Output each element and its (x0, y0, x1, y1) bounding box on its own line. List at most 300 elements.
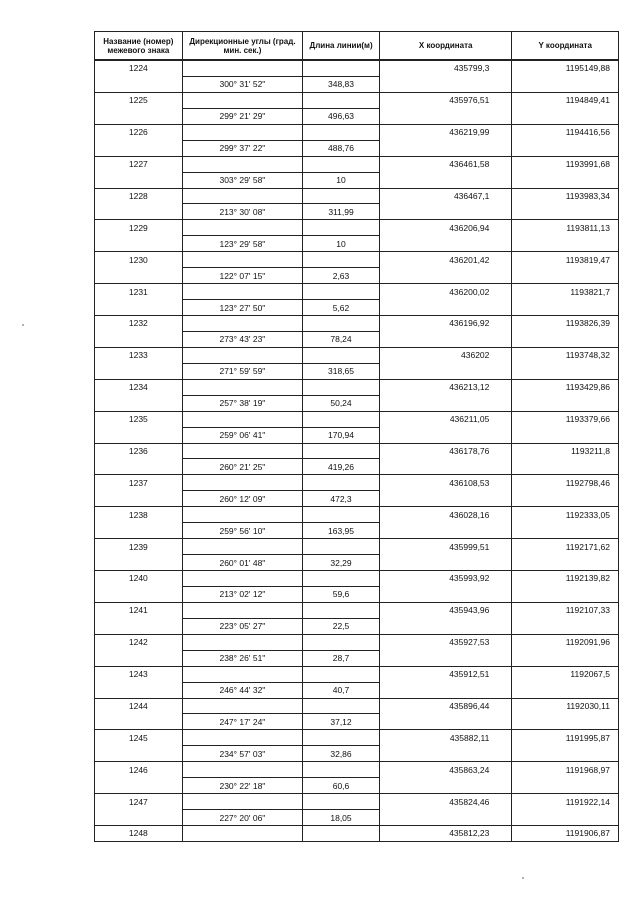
x-coordinate: 436108,53 (380, 475, 513, 490)
y-coordinate: 1194416,56 (565, 127, 610, 138)
x-coordinate: 436219,99 (380, 125, 513, 140)
x-coordinate: 435863,24 (380, 762, 513, 777)
empty-cell (512, 586, 618, 602)
empty-cell (512, 235, 618, 251)
empty-cell (183, 220, 304, 235)
empty-cell (95, 108, 183, 124)
empty-cell (183, 730, 304, 745)
line-row (95, 299, 618, 315)
empty-cell (303, 316, 380, 331)
y-coordinate: 1193991,68 (565, 159, 610, 170)
empty-cell (95, 809, 183, 825)
coordinates-table (94, 31, 619, 842)
direction-angle: 300° 31' 52" (183, 76, 304, 92)
point-name: 1248 (95, 826, 183, 841)
empty-cell (380, 108, 513, 124)
empty-cell (512, 490, 618, 506)
x-coordinate: 436461,58 (380, 157, 513, 172)
empty-cell (303, 571, 380, 586)
empty-cell (95, 427, 183, 443)
empty-cell (303, 220, 380, 235)
line-length: 32,86 (303, 745, 380, 761)
empty-cell (183, 571, 304, 586)
y-coordinate: 1193983,34 (565, 190, 610, 201)
y-coordinate: 1191968,97 (565, 764, 610, 775)
line-row (95, 203, 618, 219)
point-name: 1230 (95, 252, 183, 267)
y-coordinate: 1193379,66 (565, 414, 610, 425)
empty-cell (183, 316, 304, 331)
empty-cell (183, 157, 304, 172)
direction-angle: 260° 21' 25" (183, 458, 304, 474)
point-name: 1245 (95, 730, 183, 745)
empty-cell (380, 299, 513, 315)
y-coordinate: 1193826,39 (565, 318, 610, 329)
direction-angle: 247° 17' 24" (183, 713, 304, 729)
empty-cell (183, 61, 304, 76)
empty-cell (303, 348, 380, 363)
empty-cell (303, 252, 380, 267)
point-name: 1241 (95, 603, 183, 618)
y-coordinate: 1193211,8 (571, 445, 610, 456)
empty-cell (95, 713, 183, 729)
empty-cell (183, 762, 304, 777)
line-length: 163,95 (303, 522, 380, 538)
point-name: 1238 (95, 507, 183, 522)
empty-cell (95, 76, 183, 92)
empty-cell (512, 363, 618, 379)
line-row (95, 427, 618, 443)
empty-cell (303, 826, 380, 841)
y-coordinate: 1191906,87 (565, 828, 610, 839)
empty-cell (380, 395, 513, 411)
point-row (95, 538, 618, 554)
empty-cell (380, 777, 513, 793)
line-row (95, 108, 618, 124)
line-row (95, 267, 618, 283)
table-header (94, 31, 619, 60)
line-row (95, 713, 618, 729)
line-row (95, 76, 618, 92)
empty-cell (512, 618, 618, 634)
empty-cell (95, 172, 183, 188)
x-coordinate: 435976,51 (380, 93, 513, 108)
empty-cell (512, 108, 618, 124)
x-coordinate: 436467,1 (380, 189, 513, 204)
line-length: 419,26 (303, 458, 380, 474)
empty-cell (303, 794, 380, 809)
empty-cell (303, 539, 380, 554)
empty-cell (380, 172, 513, 188)
line-row (95, 777, 618, 793)
point-row (95, 124, 618, 140)
line-length: 10 (303, 172, 380, 188)
empty-cell (512, 745, 618, 761)
point-name: 1233 (95, 348, 183, 363)
point-row (95, 666, 618, 682)
line-row (95, 522, 618, 538)
point-row (95, 761, 618, 777)
header-length: Длина линии(м) (303, 32, 380, 59)
y-coordinate: 1191995,87 (565, 732, 610, 743)
y-coordinate: 1193429,86 (565, 382, 610, 393)
empty-cell (303, 157, 380, 172)
x-coordinate: 436196,92 (380, 316, 513, 331)
point-row (95, 506, 618, 522)
empty-cell (183, 475, 304, 490)
empty-cell (380, 235, 513, 251)
empty-cell (380, 331, 513, 347)
y-coordinate: 1192067,5 (570, 669, 610, 680)
empty-cell (303, 189, 380, 204)
empty-cell (183, 412, 304, 427)
empty-cell (95, 777, 183, 793)
empty-cell (512, 458, 618, 474)
empty-cell (183, 284, 304, 299)
empty-cell (512, 713, 618, 729)
direction-angle: 123° 29' 58" (183, 235, 304, 251)
x-coordinate: 435927,53 (380, 635, 513, 650)
point-name: 1227 (95, 157, 183, 172)
direction-angle: 259° 06' 41" (183, 427, 304, 443)
point-name: 1246 (95, 762, 183, 777)
empty-cell (95, 586, 183, 602)
point-row (95, 251, 618, 267)
empty-cell (512, 203, 618, 219)
direction-angle: 230° 22' 18" (183, 777, 304, 793)
empty-cell (512, 76, 618, 92)
empty-cell (512, 682, 618, 698)
line-length: 18,05 (303, 809, 380, 825)
direction-angle: 223° 05' 27" (183, 618, 304, 634)
line-length: 5,62 (303, 299, 380, 315)
empty-cell (380, 682, 513, 698)
empty-cell (303, 380, 380, 395)
empty-cell (303, 635, 380, 650)
empty-cell (95, 682, 183, 698)
point-row (95, 379, 618, 395)
empty-cell (95, 140, 183, 156)
x-coordinate: 436201,42 (380, 252, 513, 267)
empty-cell (512, 777, 618, 793)
line-length: 318,65 (303, 363, 380, 379)
empty-cell (303, 762, 380, 777)
empty-cell (183, 794, 304, 809)
empty-cell (183, 93, 304, 108)
x-coordinate: 435896,44 (380, 699, 513, 714)
table-body (94, 60, 619, 842)
line-row (95, 554, 618, 570)
line-length: 2,63 (303, 267, 380, 283)
x-coordinate: 435943,96 (380, 603, 513, 618)
empty-cell (183, 125, 304, 140)
direction-angle: 271° 59' 59" (183, 363, 304, 379)
line-length: 348,83 (303, 76, 380, 92)
line-length: 488,76 (303, 140, 380, 156)
y-coordinate: 1192139,82 (565, 573, 610, 584)
point-row (95, 474, 618, 490)
empty-cell (95, 267, 183, 283)
empty-cell (380, 554, 513, 570)
empty-cell (95, 745, 183, 761)
y-coordinate: 1192030,11 (566, 700, 610, 711)
empty-cell (512, 140, 618, 156)
line-length: 78,24 (303, 331, 380, 347)
empty-cell (183, 252, 304, 267)
header-y: Y координата (538, 41, 592, 50)
point-name: 1247 (95, 794, 183, 809)
point-row (95, 60, 618, 76)
direction-angle: 260° 01' 48" (183, 554, 304, 570)
empty-cell (183, 189, 304, 204)
x-coordinate: 435824,46 (380, 794, 513, 809)
empty-cell (512, 299, 618, 315)
point-row (95, 315, 618, 331)
empty-cell (512, 809, 618, 825)
empty-cell (95, 203, 183, 219)
point-row (95, 825, 618, 841)
header-name: Название (номер) межевого знака (95, 32, 183, 59)
point-row (95, 793, 618, 809)
x-coordinate: 436178,76 (380, 444, 513, 459)
line-length: 22,5 (303, 618, 380, 634)
header-angle: Дирекционные углы (град. мин. сек.) (183, 32, 304, 59)
empty-cell (380, 522, 513, 538)
empty-cell (512, 522, 618, 538)
direction-angle: 213° 02' 12" (183, 586, 304, 602)
point-row (95, 347, 618, 363)
x-coordinate: 436028,16 (380, 507, 513, 522)
point-name: 1232 (95, 316, 183, 331)
line-length: 50,24 (303, 395, 380, 411)
x-coordinate: 436200,02 (380, 284, 513, 299)
empty-cell (303, 667, 380, 682)
direction-angle: 123° 27' 50" (183, 299, 304, 315)
line-row (95, 140, 618, 156)
empty-cell (303, 412, 380, 427)
line-row (95, 331, 618, 347)
point-row (95, 188, 618, 204)
direction-angle: 303° 29' 58" (183, 172, 304, 188)
x-coordinate: 435912,51 (380, 667, 513, 682)
point-row (95, 698, 618, 714)
point-row (95, 729, 618, 745)
x-coordinate: 435799,3 (380, 61, 513, 76)
empty-cell (512, 650, 618, 666)
point-row (95, 92, 618, 108)
line-length: 59,6 (303, 586, 380, 602)
empty-cell (183, 507, 304, 522)
direction-angle: 246° 44' 32" (183, 682, 304, 698)
line-length: 32,29 (303, 554, 380, 570)
y-coordinate: 1192171,62 (565, 541, 610, 552)
empty-cell (95, 235, 183, 251)
empty-cell (183, 603, 304, 618)
point-name: 1237 (95, 475, 183, 490)
empty-cell (380, 713, 513, 729)
empty-cell (303, 730, 380, 745)
line-length: 40,7 (303, 682, 380, 698)
empty-cell (95, 618, 183, 634)
x-coordinate: 435882,11 (380, 730, 513, 745)
empty-cell (303, 93, 380, 108)
point-row (95, 156, 618, 172)
x-coordinate: 435993,92 (380, 571, 513, 586)
empty-cell (380, 203, 513, 219)
point-name: 1240 (95, 571, 183, 586)
header-x: X координата (380, 32, 513, 59)
line-length: 472,3 (303, 490, 380, 506)
line-row (95, 586, 618, 602)
empty-cell (380, 458, 513, 474)
point-name: 1228 (95, 189, 183, 204)
point-row (95, 443, 618, 459)
point-row (95, 411, 618, 427)
empty-cell (512, 395, 618, 411)
y-coordinate: 1192798,46 (565, 477, 610, 488)
point-row (95, 602, 618, 618)
y-coordinate: 1192333,05 (565, 509, 610, 520)
empty-cell (380, 267, 513, 283)
line-row (95, 809, 618, 825)
empty-cell (95, 395, 183, 411)
point-name: 1236 (95, 444, 183, 459)
direction-angle: 122° 07' 15" (183, 267, 304, 283)
direction-angle: 273° 43' 23" (183, 331, 304, 347)
line-row (95, 650, 618, 666)
empty-cell (303, 444, 380, 459)
empty-cell (95, 363, 183, 379)
empty-cell (95, 299, 183, 315)
empty-cell (512, 427, 618, 443)
empty-cell (183, 635, 304, 650)
empty-cell (380, 490, 513, 506)
scan-speck (22, 324, 24, 326)
point-row (95, 570, 618, 586)
point-name: 1243 (95, 667, 183, 682)
x-coordinate: 436202 (380, 348, 513, 363)
point-row (95, 634, 618, 650)
empty-cell (95, 554, 183, 570)
line-length: 496,63 (303, 108, 380, 124)
direction-angle: 260° 12' 09" (183, 490, 304, 506)
empty-cell (95, 522, 183, 538)
direction-angle: 259° 56' 10" (183, 522, 304, 538)
point-name: 1224 (95, 61, 183, 76)
x-coordinate: 436206,94 (380, 220, 513, 235)
scan-speck (522, 877, 524, 879)
empty-cell (183, 667, 304, 682)
empty-cell (380, 76, 513, 92)
point-name: 1242 (95, 635, 183, 650)
x-coordinate: 435812,23 (380, 826, 513, 841)
empty-cell (380, 650, 513, 666)
line-row (95, 490, 618, 506)
empty-cell (95, 490, 183, 506)
line-row (95, 745, 618, 761)
empty-cell (512, 267, 618, 283)
point-row (95, 219, 618, 235)
empty-cell (183, 699, 304, 714)
empty-cell (303, 125, 380, 140)
empty-cell (303, 61, 380, 76)
empty-cell (183, 380, 304, 395)
point-name: 1234 (95, 380, 183, 395)
x-coordinate: 436213,12 (380, 380, 513, 395)
line-row (95, 682, 618, 698)
line-length: 311,99 (303, 203, 380, 219)
empty-cell (303, 603, 380, 618)
empty-cell (183, 539, 304, 554)
line-length: 170,94 (303, 427, 380, 443)
direction-angle: 234° 57' 03" (183, 745, 304, 761)
empty-cell (512, 554, 618, 570)
x-coordinate: 435999,51 (380, 539, 513, 554)
y-coordinate: 1193748,32 (565, 350, 610, 361)
x-coordinate: 436211,05 (380, 412, 513, 427)
line-length: 60,6 (303, 777, 380, 793)
direction-angle: 299° 21' 29" (183, 108, 304, 124)
point-name: 1239 (95, 539, 183, 554)
y-coordinate: 1194849,41 (565, 95, 610, 106)
empty-cell (303, 284, 380, 299)
line-row (95, 395, 618, 411)
point-name: 1229 (95, 220, 183, 235)
point-name: 1244 (95, 699, 183, 714)
point-row (95, 283, 618, 299)
line-row (95, 235, 618, 251)
line-length: 28,7 (303, 650, 380, 666)
line-row (95, 618, 618, 634)
y-coordinate: 1191922,14 (565, 796, 610, 807)
line-length: 37,12 (303, 713, 380, 729)
empty-cell (183, 348, 304, 363)
empty-cell (380, 745, 513, 761)
y-coordinate: 1193819,47 (565, 254, 610, 265)
y-coordinate: 1192107,33 (565, 605, 610, 616)
empty-cell (380, 586, 513, 602)
point-name: 1235 (95, 412, 183, 427)
empty-cell (303, 507, 380, 522)
line-row (95, 363, 618, 379)
empty-cell (512, 172, 618, 188)
empty-cell (380, 427, 513, 443)
direction-angle: 213° 30' 08" (183, 203, 304, 219)
line-row (95, 172, 618, 188)
line-row (95, 458, 618, 474)
direction-angle: 238° 26' 51" (183, 650, 304, 666)
empty-cell (380, 363, 513, 379)
empty-cell (183, 444, 304, 459)
empty-cell (303, 699, 380, 714)
y-coordinate: 1192091,96 (565, 637, 610, 648)
point-name: 1225 (95, 93, 183, 108)
point-name: 1226 (95, 125, 183, 140)
empty-cell (380, 618, 513, 634)
empty-cell (380, 809, 513, 825)
empty-cell (95, 458, 183, 474)
y-coordinate: 1195149,88 (565, 63, 610, 74)
empty-cell (183, 826, 304, 841)
direction-angle: 227° 20' 06" (183, 809, 304, 825)
empty-cell (95, 650, 183, 666)
line-length: 10 (303, 235, 380, 251)
empty-cell (512, 331, 618, 347)
empty-cell (380, 140, 513, 156)
empty-cell (95, 331, 183, 347)
y-coordinate: 1193811,13 (566, 222, 610, 233)
direction-angle: 257° 38' 19" (183, 395, 304, 411)
